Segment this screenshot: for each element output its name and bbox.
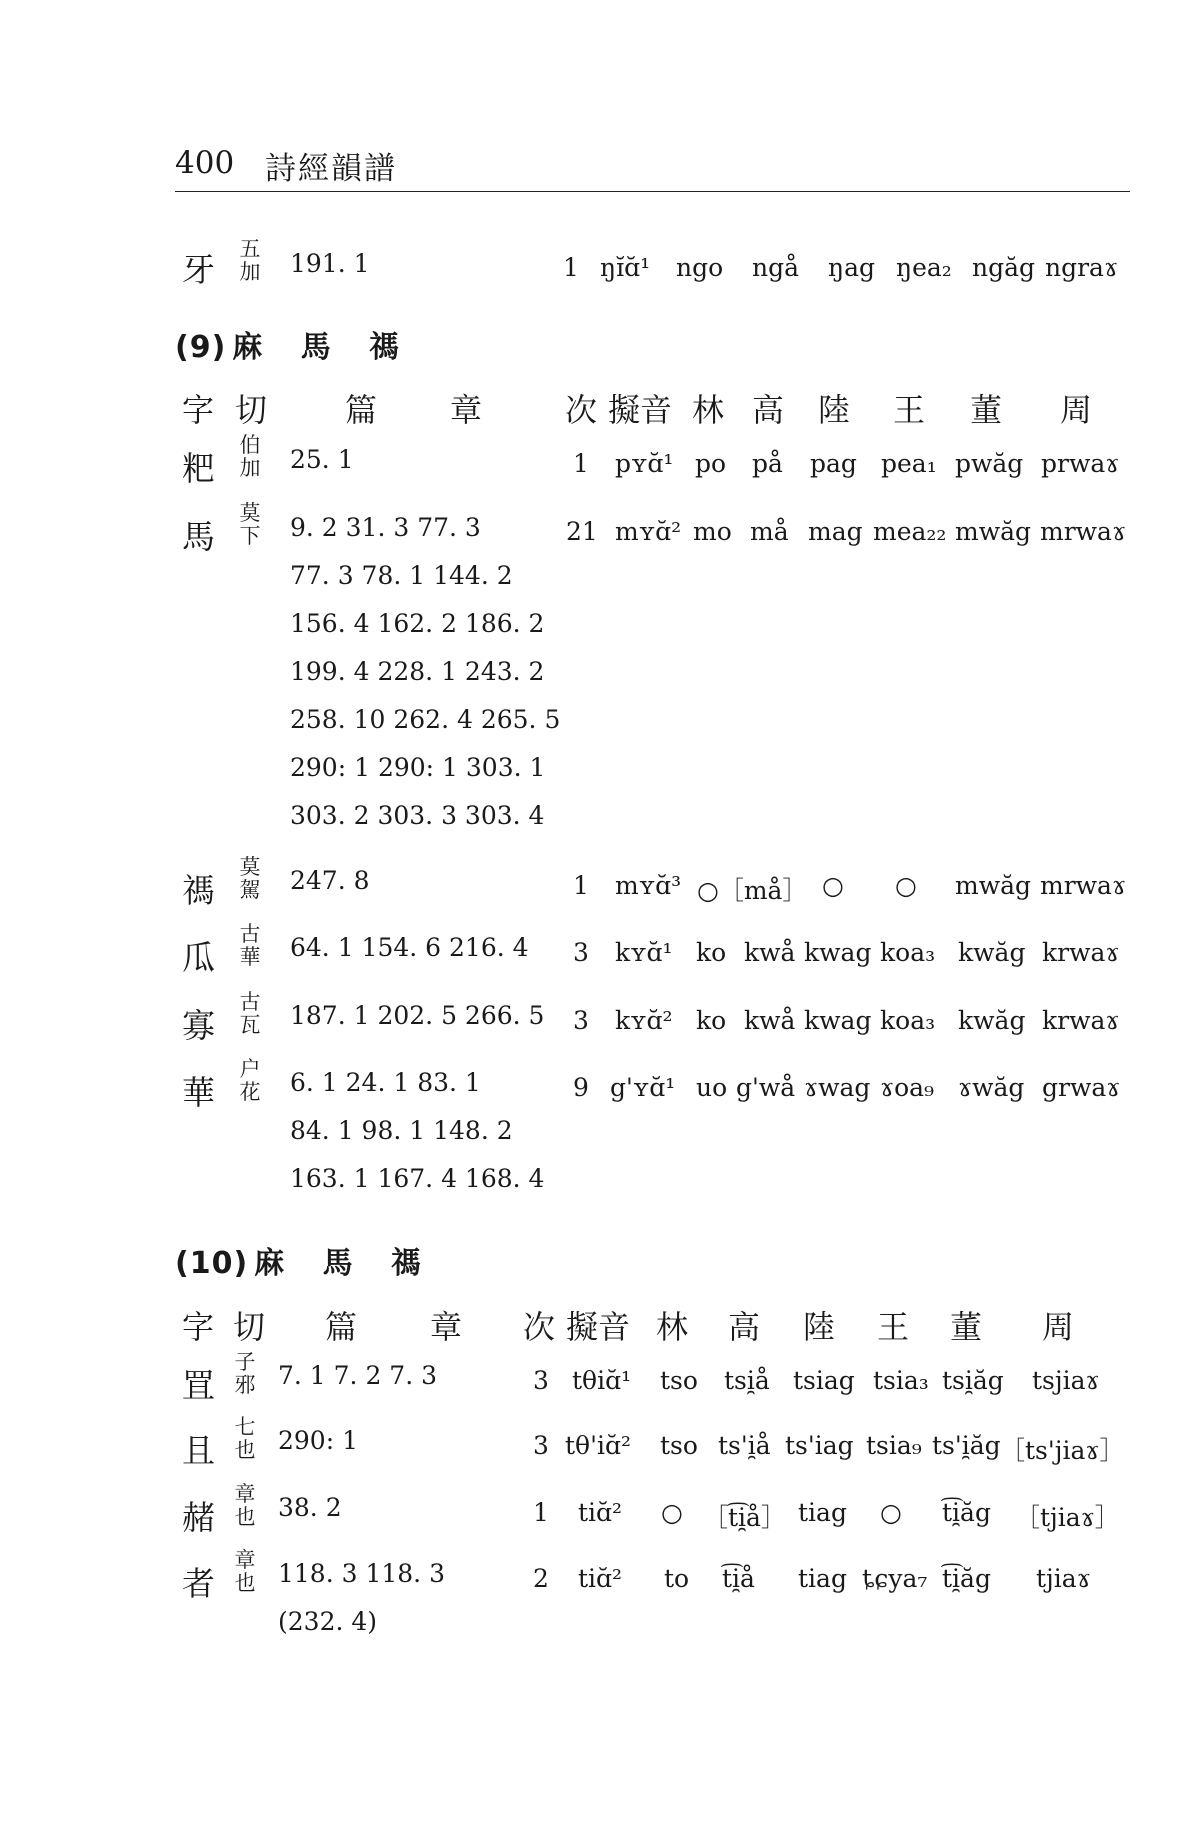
fanqie bbox=[237, 1058, 263, 1104]
entry-char: 瓜 bbox=[182, 938, 215, 977]
col-header-zhou: 周 bbox=[1042, 1308, 1075, 1346]
fanqie bbox=[237, 923, 263, 969]
recon-lin: tso bbox=[660, 1431, 698, 1460]
recon-zhou: krwaɤ bbox=[1042, 1006, 1120, 1035]
section-heading bbox=[175, 322, 413, 366]
recon-lin: ○ bbox=[661, 1498, 683, 1527]
recon-wang: ŋea₂ bbox=[896, 253, 952, 282]
fanqie bbox=[237, 991, 263, 1037]
recon-baxter: kʏɑ̆¹ bbox=[615, 938, 673, 967]
col-header-dong: 董 bbox=[950, 1308, 983, 1346]
fanqie-lower: 邪 bbox=[234, 1373, 256, 1397]
fanqie-upper: 古 bbox=[239, 990, 261, 1014]
recon-wang: mea₂₂ bbox=[873, 517, 947, 546]
recon-baxter: tθiɑ̆¹ bbox=[572, 1366, 632, 1395]
ref-line: 77. 3 78. 1 144. 2 bbox=[290, 561, 513, 590]
fanqie bbox=[237, 434, 263, 480]
entry-char: 且 bbox=[182, 1431, 215, 1470]
ref-line: 38. 2 bbox=[278, 1493, 342, 1522]
ref-line: 290: 1 290: 1 303. 1 bbox=[290, 753, 546, 782]
entry-char: 馬 bbox=[182, 517, 215, 556]
col-header-zhang: 章 bbox=[430, 1308, 463, 1346]
ref-line: 199. 4 228. 1 243. 2 bbox=[290, 657, 545, 686]
col-header-lu: 陸 bbox=[803, 1308, 836, 1346]
ref-line: 9. 2 31. 3 77. 3 bbox=[290, 513, 481, 542]
fanqie-upper: 五 bbox=[239, 237, 261, 261]
recon-lu: tiag bbox=[798, 1564, 847, 1593]
recon-wang: ○ bbox=[880, 1498, 902, 1527]
recon-wang: koa₃ bbox=[880, 938, 936, 967]
count: 21 bbox=[566, 517, 598, 546]
recon-baxter: ŋɪ̆ɑ̆¹ bbox=[600, 253, 651, 282]
recon-zhou: mrwaɤ bbox=[1040, 871, 1127, 900]
fanqie bbox=[232, 1416, 258, 1462]
fanqie bbox=[232, 1483, 258, 1529]
recon-lin: ngo bbox=[676, 253, 724, 282]
ref-line: 118. 3 118. 3 bbox=[278, 1559, 445, 1588]
recon-wang: tsia₃ bbox=[873, 1366, 929, 1395]
entry-char: 赭 bbox=[182, 1498, 215, 1537]
recon-gao: tsi̯å bbox=[724, 1366, 770, 1395]
recon-wang: tsia₉ bbox=[866, 1431, 922, 1460]
ref-line: 6. 1 24. 1 83. 1 bbox=[290, 1068, 481, 1097]
ref-line: 258. 10 262. 4 265. 5 bbox=[290, 705, 561, 734]
entry-char: 者 bbox=[182, 1564, 215, 1603]
section-title: 麻 馬 禡 bbox=[232, 330, 414, 365]
recon-lu: pag bbox=[810, 449, 857, 478]
count: 3 bbox=[533, 1366, 549, 1395]
fanqie-lower: 下 bbox=[239, 524, 261, 548]
recon-lu: ○ bbox=[822, 871, 844, 900]
col-header-dong: 董 bbox=[970, 391, 1003, 429]
recon-lu: tiag bbox=[798, 1498, 847, 1527]
col-header-zi: 字 bbox=[182, 1308, 215, 1346]
recon-dong: mwăg bbox=[955, 871, 1032, 900]
col-header-qie: 切 bbox=[235, 391, 268, 429]
fanqie-upper: 户 bbox=[239, 1057, 261, 1081]
recon-zhou: tsjiaɤ bbox=[1032, 1366, 1100, 1395]
fanqie-lower: 花 bbox=[239, 1080, 261, 1104]
col-header-gao: 高 bbox=[728, 1308, 761, 1346]
col-header-lin: 林 bbox=[656, 1308, 689, 1346]
recon-baxter: tiɑ̆² bbox=[578, 1498, 623, 1527]
recon-lin: mo bbox=[693, 517, 732, 546]
recon-baxter: kʏɑ̆² bbox=[615, 1006, 673, 1035]
recon-dong: t͡i̯ăg bbox=[942, 1498, 991, 1527]
ref-line: 290: 1 bbox=[278, 1426, 358, 1455]
col-header-niyin: 擬音 bbox=[566, 1308, 631, 1346]
recon-wang: ○ bbox=[895, 871, 917, 900]
col-header-qie: 切 bbox=[233, 1308, 266, 1346]
fanqie-lower: 也 bbox=[234, 1505, 256, 1529]
recon-baxter: pʏɑ̆¹ bbox=[615, 449, 674, 478]
section-title: 麻 馬 禡 bbox=[254, 1246, 436, 1281]
ref-line: 163. 1 167. 4 168. 4 bbox=[290, 1164, 545, 1193]
count: 3 bbox=[533, 1431, 549, 1460]
recon-lu: tsiag bbox=[793, 1366, 855, 1395]
count: 3 bbox=[573, 938, 589, 967]
recon-wang: koa₃ bbox=[880, 1006, 936, 1035]
recon-dong: pwăg bbox=[955, 449, 1024, 478]
count: 9 bbox=[573, 1073, 589, 1102]
recon-dong: ngăg bbox=[972, 253, 1036, 282]
recon-baxter: mʏɑ̆² bbox=[615, 517, 682, 546]
recon-gao: ［t͡i̯å］ bbox=[703, 1503, 786, 1532]
col-header-pian: 篇 bbox=[325, 1308, 358, 1346]
fanqie-lower: 瓦 bbox=[239, 1013, 261, 1037]
ref-line: 156. 4 162. 2 186. 2 bbox=[290, 609, 545, 638]
col-header-gao: 高 bbox=[752, 391, 785, 429]
fanqie-upper: 古 bbox=[239, 922, 261, 946]
entry-char: 罝 bbox=[182, 1366, 215, 1405]
col-header-zhou: 周 bbox=[1060, 391, 1093, 429]
recon-lin: tso bbox=[660, 1366, 698, 1395]
recon-gao: g'wå bbox=[736, 1073, 796, 1102]
fanqie-upper: 子 bbox=[234, 1350, 256, 1374]
fanqie-lower: 也 bbox=[234, 1571, 256, 1595]
fanqie-lower: 加 bbox=[239, 456, 261, 480]
recon-wang: pea₁ bbox=[881, 449, 937, 478]
recon-dong: ɤwăg bbox=[958, 1073, 1025, 1102]
count: 1 bbox=[533, 1498, 549, 1527]
fanqie-upper: 莫 bbox=[239, 855, 261, 879]
count: 2 bbox=[533, 1564, 549, 1593]
section-label: (10) bbox=[175, 1246, 249, 1281]
col-header-lu: 陸 bbox=[818, 391, 851, 429]
book-title: 詩經韻譜 bbox=[265, 151, 397, 187]
recon-zhou: ［ts'jiaɤ］ bbox=[1000, 1436, 1125, 1465]
page-number: 400 bbox=[175, 145, 235, 181]
fanqie-lower: 華 bbox=[239, 945, 261, 969]
recon-lin: ko bbox=[696, 938, 727, 967]
count: 1 bbox=[573, 871, 589, 900]
fanqie bbox=[237, 502, 263, 548]
col-header-wang: 王 bbox=[877, 1308, 910, 1346]
recon-baxter: tiɑ̆² bbox=[578, 1564, 623, 1593]
recon-dong: ts'i̯ăg bbox=[932, 1431, 1001, 1460]
fanqie-upper: 章 bbox=[234, 1482, 256, 1506]
recon-zhou: krwaɤ bbox=[1042, 938, 1120, 967]
recon-lin: uo bbox=[696, 1073, 728, 1102]
ref-line: 64. 1 154. 6 216. 4 bbox=[290, 933, 529, 962]
fanqie-upper: 伯 bbox=[239, 433, 261, 457]
entry-char: 牙 bbox=[182, 250, 215, 289]
recon-dong: tsi̯ăg bbox=[942, 1366, 1004, 1395]
entry-char: 華 bbox=[182, 1073, 215, 1112]
ref-line: (232. 4) bbox=[278, 1607, 378, 1636]
col-header-wang: 王 bbox=[893, 391, 926, 429]
col-header-ci: 次 bbox=[565, 391, 598, 429]
fanqie-upper: 章 bbox=[234, 1548, 256, 1572]
recon-wang: ɤoa₉ bbox=[880, 1073, 935, 1102]
col-header-pian: 篇 bbox=[345, 391, 378, 429]
fanqie bbox=[237, 238, 263, 284]
ref-line: 303. 2 303. 3 303. 4 bbox=[290, 801, 545, 830]
fanqie bbox=[232, 1351, 258, 1397]
recon-lu: ɤwag bbox=[804, 1073, 871, 1102]
recon-lu: kwag bbox=[804, 1006, 872, 1035]
recon-lu: mag bbox=[808, 517, 863, 546]
recon-lin: ko bbox=[696, 1006, 727, 1035]
ref-line: 187. 1 202. 5 266. 5 bbox=[290, 1001, 545, 1030]
recon-gao: kwå bbox=[744, 938, 796, 967]
entry-char: 禡 bbox=[182, 871, 215, 910]
ref-line: 25. 1 bbox=[290, 445, 354, 474]
col-header-niyin: 擬音 bbox=[608, 391, 673, 429]
fanqie-upper: 莫 bbox=[239, 501, 261, 525]
col-header-ci: 次 bbox=[523, 1308, 556, 1346]
fanqie bbox=[237, 856, 263, 902]
col-header-lin: 林 bbox=[692, 391, 725, 429]
recon-zhou: tjiaɤ bbox=[1036, 1564, 1091, 1593]
recon-wang: ȶɕya₇ bbox=[862, 1564, 928, 1593]
col-header-zhang: 章 bbox=[450, 391, 483, 429]
fanqie-lower: 也 bbox=[234, 1438, 256, 1462]
ref-line: 247. 8 bbox=[290, 866, 370, 895]
section-heading bbox=[175, 1238, 435, 1282]
recon-zhou: prwaɤ bbox=[1041, 449, 1120, 478]
recon-zhou: ［tjiaɤ］ bbox=[1015, 1503, 1120, 1532]
recon-gao: t͡i̯å bbox=[722, 1564, 755, 1593]
recon-lu: ts'iag bbox=[785, 1431, 854, 1460]
recon-baxter: g'ʏɑ̆¹ bbox=[610, 1073, 676, 1102]
entry-char: 寡 bbox=[182, 1006, 215, 1045]
recon-gao: kwå bbox=[744, 1006, 796, 1035]
ref-line: 84. 1 98. 1 148. 2 bbox=[290, 1116, 513, 1145]
entry-char: 粑 bbox=[182, 449, 215, 488]
count: 1 bbox=[573, 449, 589, 478]
recon-zhou: grwaɤ bbox=[1042, 1073, 1121, 1102]
recon-gao: må bbox=[750, 517, 789, 546]
recon-baxter: mʏɑ̆³ bbox=[615, 871, 682, 900]
recon-zhou: ngraɤ bbox=[1045, 253, 1119, 282]
recon-dong: t͡i̯ăg bbox=[942, 1564, 991, 1593]
recon-dong: mwăg bbox=[955, 517, 1032, 546]
ref-line: 7. 1 7. 2 7. 3 bbox=[278, 1361, 438, 1390]
count: 1 bbox=[563, 253, 579, 282]
ref-line: 191. 1 bbox=[290, 249, 370, 278]
recon-gao: på bbox=[752, 449, 783, 478]
col-header-zi: 字 bbox=[182, 391, 215, 429]
recon-baxter: tθ'iɑ̆² bbox=[565, 1431, 631, 1460]
section-label: (9) bbox=[175, 330, 227, 365]
recon-lin: po bbox=[695, 449, 727, 478]
count: 3 bbox=[573, 1006, 589, 1035]
fanqie-upper: 七 bbox=[234, 1415, 256, 1439]
recon-dong: kwăg bbox=[958, 938, 1026, 967]
header-rule bbox=[175, 191, 1130, 192]
recon-lu: kwag bbox=[804, 938, 872, 967]
recon-gao: ts'i̯å bbox=[718, 1431, 771, 1460]
recon-zhou: mrwaɤ bbox=[1040, 517, 1127, 546]
recon-gao: ngå bbox=[752, 253, 800, 282]
recon-lin: to bbox=[664, 1564, 690, 1593]
fanqie-lower: 駕 bbox=[239, 878, 261, 902]
recon-dong: kwăg bbox=[958, 1006, 1026, 1035]
fanqie-lower: 加 bbox=[239, 260, 261, 284]
recon-lin-gao: ○［må］ bbox=[697, 876, 808, 905]
recon-lu: ŋag bbox=[828, 253, 876, 282]
fanqie bbox=[232, 1549, 258, 1595]
